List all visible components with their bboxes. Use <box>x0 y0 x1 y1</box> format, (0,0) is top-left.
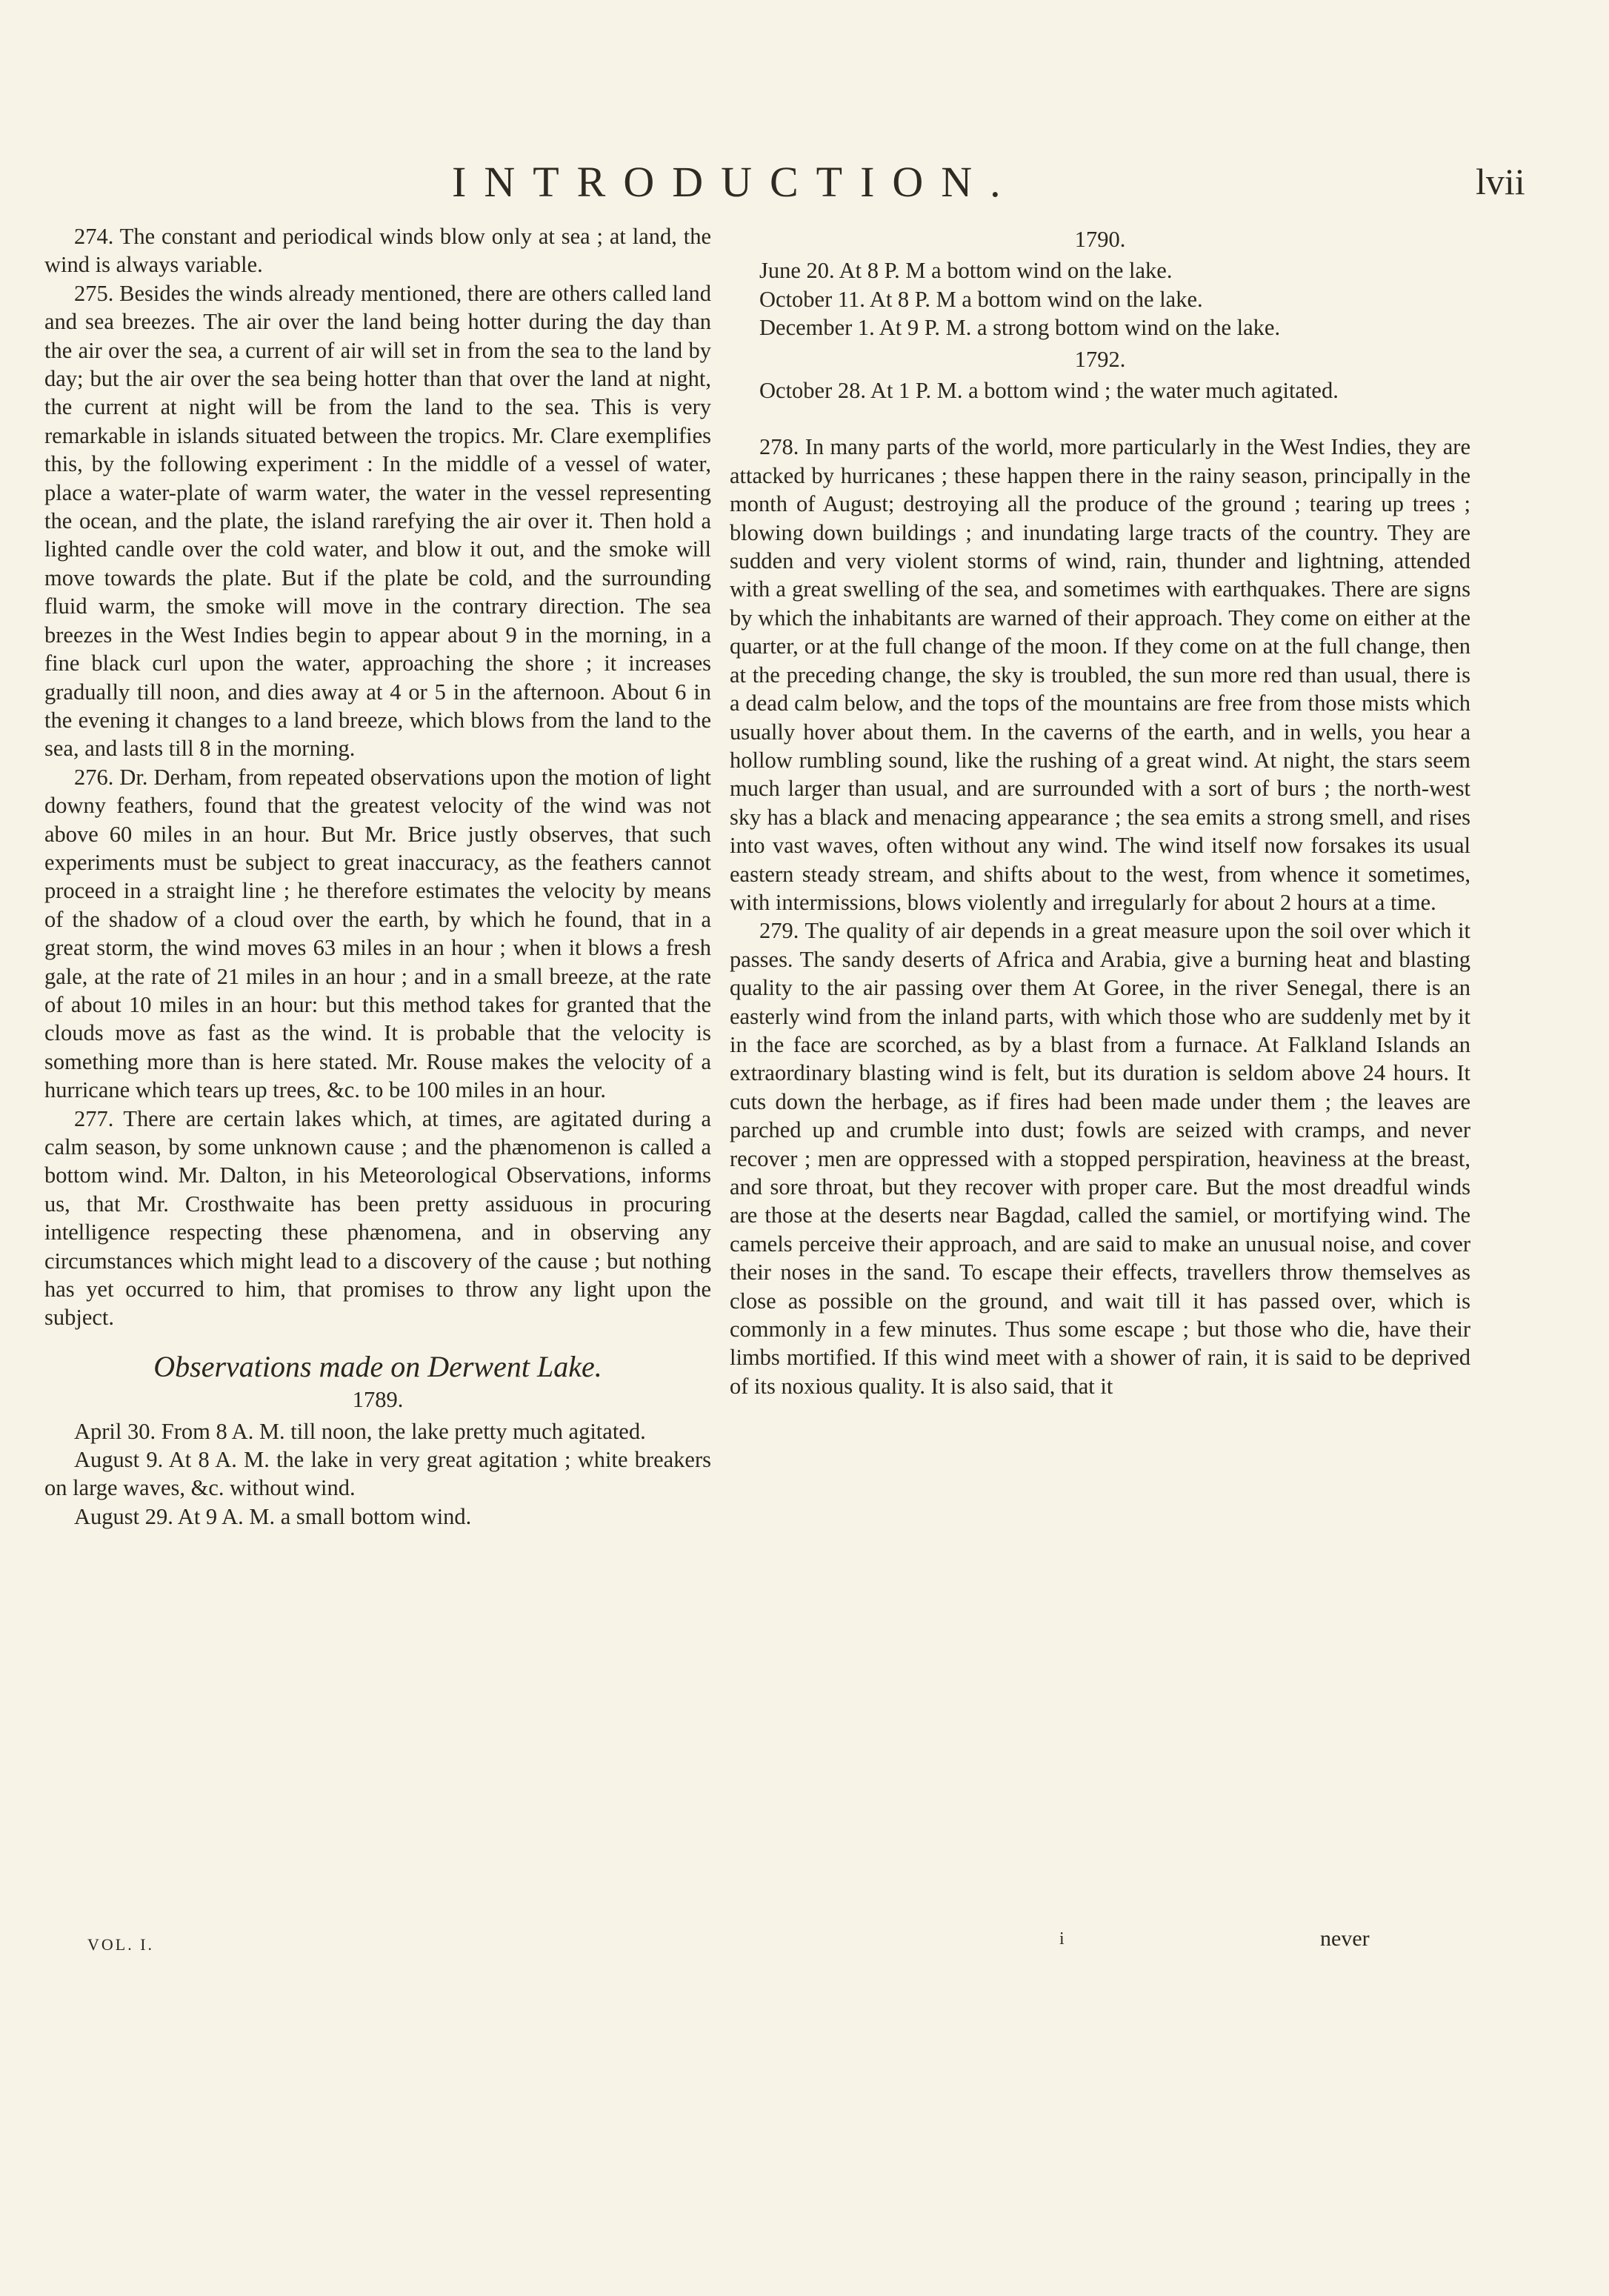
paragraph-274: 274. The constant and periodical winds blow only at sea ; at land, the wind is always variable. <box>44 224 711 278</box>
year-heading: 1789. <box>352 1387 404 1413</box>
running-title: INTRODUCTION. <box>452 158 1019 206</box>
observation-entry: August 29. At 9 A. M. a small bottom wind. <box>74 1503 472 1529</box>
observations-heading: Observations made on Derwent Lake. <box>153 1349 602 1383</box>
paragraph-275: 275. Besides the winds already mentioned, there are others called land and sea breezes. The air over the land being hotter during the day than the air over the sea, a current of air will set in from the sea to the land by day; but the air over the sea being hotter than that over the land at night, the current at night will be from the land to the sea. This is very remarkable in islands situated between the tropics. Mr. Clare exemplifies this, by the following experiment : In the middle of a vessel of water, place a water-plate of warm water, the water in the vessel representing the ocean, and the plate, the island rarefying the air over it. Then hold a lighted candle over the cold water, and blow it out, and the smoke will move towards the plate. But if the plate be cold, and the surrounding fluid warm, the smoke will move in the contrary direction. The sea breezes in the West Indies begin to appear about 9 in the morning, in a fine black curl upon the water, approaching the shore ; it increases gradually till noon, and dies away at 4 or 5 in the afternoon. About 6 in the evening it changes to a land breeze, which blows from the land to the sea, and lasts till 8 in the morning. <box>44 280 711 762</box>
observation-entry: December 1. At 9 P. M. a strong bottom wind on the lake. <box>759 315 1281 341</box>
page-number: lvii <box>1476 161 1525 202</box>
observation-entry: October 11. At 8 P. M a bottom wind on the lake. <box>759 286 1203 312</box>
volume-label: VOL. I. <box>87 1935 155 1954</box>
paragraph-277: 277. There are certain lakes which, at times, are agitated during a calm season, by some unknown cause ; and the phænomenon is called a bottom wind. Mr. Dalton, in his Meteorological Observations, informs us, that Mr. Crosthwaite has been pretty assiduous in procuring intelligence respecting these phænomena, and in observing any circumstances which might lead to a discovery of the cause ; but nothing has yet occurred to him, that promises to throw any light upon the subject. <box>44 1105 711 1331</box>
observation-entry: June 20. At 8 P. M a bottom wind on the lake. <box>759 258 1173 284</box>
paragraph-279: 279. The quality of air depends in a great measure upon the soil over which it passes. The sandy deserts of Africa and Arabia, give a burning heat and blasting quality to the air passing over them At Goree, in the river Senegal, there is an easterly wind from the inland parts, with which those who are suddenly met by it in the face are scorched, as by a blast from a furnace. At Falkland Islands an extraordinary blasting wind is felt, but its duration is seldom above 24 hours. It cuts down the herbage, as if fires had been made under them ; the leaves are parched up and crumble into dust; fowls are seized with cramps, and never recover ; men are oppressed with a stopped perspiration, heaviness at the breast, and sore throat, but they recover with proper care. But the most dreadful winds are those at the deserts near Bagdad, called the samiel, or mortifying wind. The camels perceive their approach, and are said to make an unusual noise, and cover their noses in the sand. To escape their effects, travellers throw themselves as close as possible on the ground, and wait till it has passed over, which is commonly in a few minutes. Thus some escape ; but those who die, have their limbs mortified. If this wind meet with a shower of rain, it is said to be deprived of its noxious quality. It is also said, that it <box>730 918 1470 1399</box>
observation-entry: October 28. At 1 P. M. a bottom wind ; the water much agitated. <box>759 378 1339 404</box>
catchword: never <box>1320 1926 1370 1951</box>
signature-mark: i <box>1059 1929 1065 1949</box>
year-heading: 1790. <box>1074 227 1126 252</box>
paragraph-278: 278. In many parts of the world, more particularly in the West Indies, they are attacked by hurricanes ; these happen there in the rainy season, principally in the month of August; destroying all the produce of the ground ; tearing up trees ; blowing down buildings ; and inundating large tracts of the country. They are sudden and very violent storms of wind, rain, thunder and lightning, attended with a great swelling of the sea, and sometimes with earthquakes. There are signs by which the inhabitants are warned of their approach. They come on either at the quarter, or at the full change of the moon. If they come on at the full change, then at the preceding change, the sky is troubled, the sun more red than usual, there is a dead calm below, and the tops of the mountains are free from those mists which usually hover about them. In the caverns of the earth, and in wells, you hear a hollow rumbling sound, like the rushing of a great wind. At night, the stars seem much larger than usual, and are surrounded with a sort of burs ; the north-west sky has a black and menacing appearance ; the sea emits a strong smell, and rises into vast waves, often without any wind. The wind itself now forsakes its usual eastern steady stream, and shifts about to the west, from whence it sometimes, with intermissions, blows violently and irregularly for about 2 hours at a time. <box>730 434 1470 915</box>
observation-entry: August 9. At 8 A. M. the lake in very great agitation ; white breakers on large waves, &c. without wind. <box>44 1447 711 1501</box>
year-heading: 1792. <box>1074 346 1126 372</box>
page-header <box>0 157 1609 209</box>
paragraph-276: 276. Dr. Derham, from repeated observations upon the motion of light downy feathers, found that the greatest velocity of the wind was not above 60 miles in an hour. But Mr. Brice justly observes, that such experiments must be subject to great inaccuracy, as the feathers cannot proceed in a straight line ; he therefore estimates the velocity by means of the shadow of a cloud over the earth, by which he found, that in a great storm, the wind moves 63 miles in an hour ; when it blows a fresh gale, at the rate of 21 miles in an hour ; and in a small breeze, at the rate of about 10 miles in an hour: but this method takes for granted that the clouds move as fast as the wind. It is probable that the velocity is something more than is here stated. Mr. Rouse makes the velocity of a hurricane which tears up trees, &c. to be 100 miles in an hour. <box>44 764 711 1103</box>
spacer <box>730 405 1470 433</box>
right-column <box>730 222 1470 1400</box>
observation-entry: April 30. From 8 A. M. till noon, the lake pretty much agitated. <box>74 1418 646 1444</box>
left-column <box>44 222 711 1531</box>
